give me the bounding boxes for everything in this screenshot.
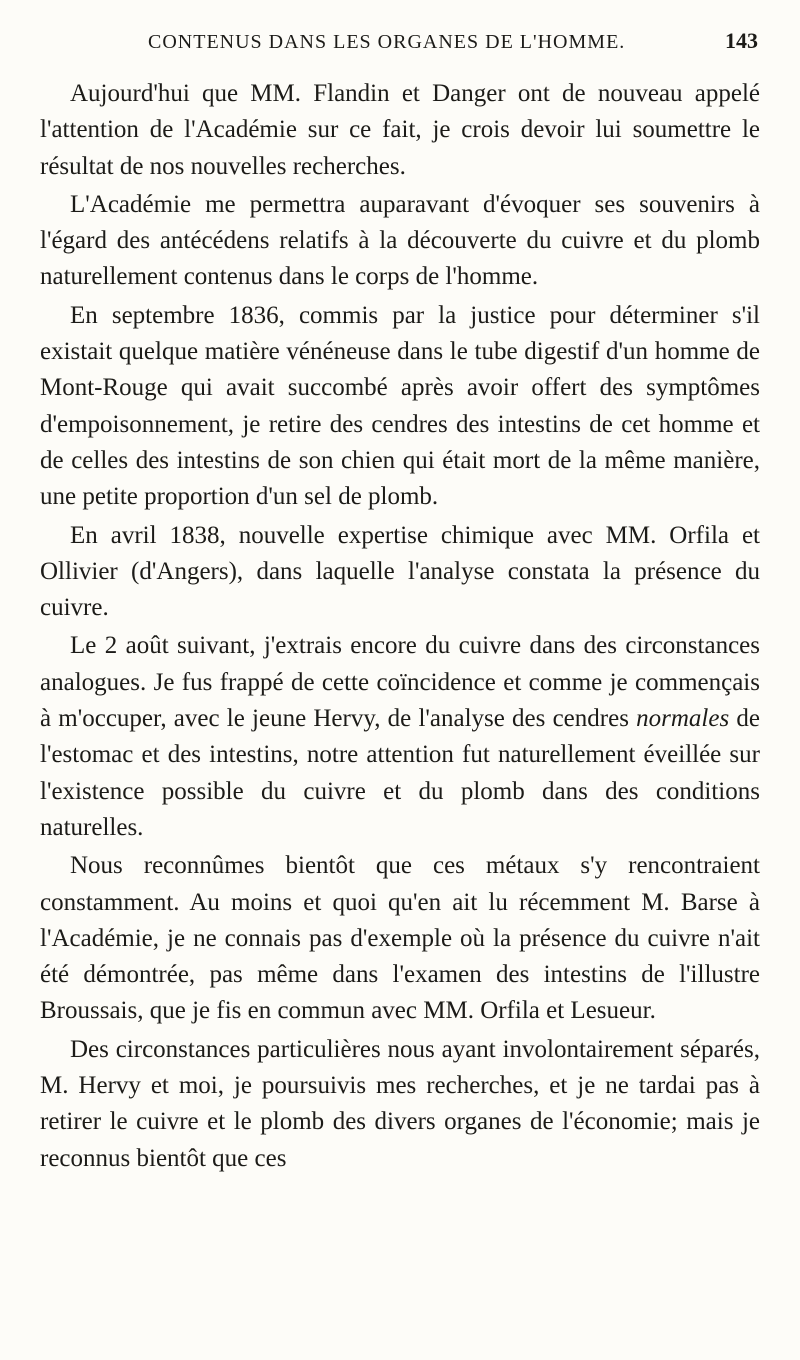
running-title: CONTENUS DANS LES ORGANES DE L'HOMME. <box>148 31 626 53</box>
paragraph-text: de l'estomac et des intestins, notre attention fut naturellement éveillée sur l'existence possible du cuivre et du plomb dans des conditions naturelles. <box>40 705 760 841</box>
italic-word: normales <box>636 705 730 733</box>
paragraph: En avril 1838, nouvelle expertise chimique avec MM. Orfila et Ollivier (d'Angers), dans laquelle l'analyse constata la présence du cuivre. <box>40 521 760 622</box>
paragraph: Aujourd'hui que MM. Flandin et Danger ont de nouveau appelé l'attention de l'Académie sur ce fait, je crois devoir lui soumettre le résultat de nos nouvelles recherches. <box>40 80 760 180</box>
paragraph: Des circonstances particulières nous ayant involontairement séparés, M. Hervy et moi, je poursuivis mes recherches, et je ne tardai pas à retirer le cuivre et le plomb des divers organes de l'économie; mais je reconnus bientôt que ces <box>40 1035 760 1172</box>
running-header <box>148 28 758 68</box>
paragraph: L'Académie me permettra auparavant d'évoquer ses souvenirs à l'égard des antécédens relatifs à la découverte du cuivre et du plomb naturellement contenus dans le corps de l'homme. <box>40 190 760 291</box>
paragraph <box>40 628 760 846</box>
paragraph: En septembre 1836, commis par la justice pour déterminer s'il existait quelque matière vénéneuse dans le tube digestif d'un homme de Mont-Rouge qui avait succombé après avoir offert des symptômes d'empoisonnement, je retire des cendres des intestins de cet homme et de celles des intestins de son chien qui était mort de la même manière, une petite proportion d'un sel de plomb. <box>40 301 760 511</box>
paragraph: Nous reconnûmes bientôt que ces métaux s'y rencontraient constamment. Au moins et quoi qu'en ait lu récemment M. Barse à l'Académie, je ne connais pas d'exemple où la présence du cuivre n'ait été démontrée, pas même dans l'examen des intestins de l'illustre Broussais, que je fis en commun avec MM. Orfila et Lesueur. <box>40 852 760 1025</box>
page-number: 143 <box>725 28 758 53</box>
paragraph-text: Le 2 août suivant, j'extrais encore du cuivre dans des circonstances analogues. Je fus frappé de cette coïncidence et comme je commençais à m'occuper, avec le jeune Hervy, de l'analyse des cendres <box>40 632 760 733</box>
body-text <box>40 76 760 1177</box>
